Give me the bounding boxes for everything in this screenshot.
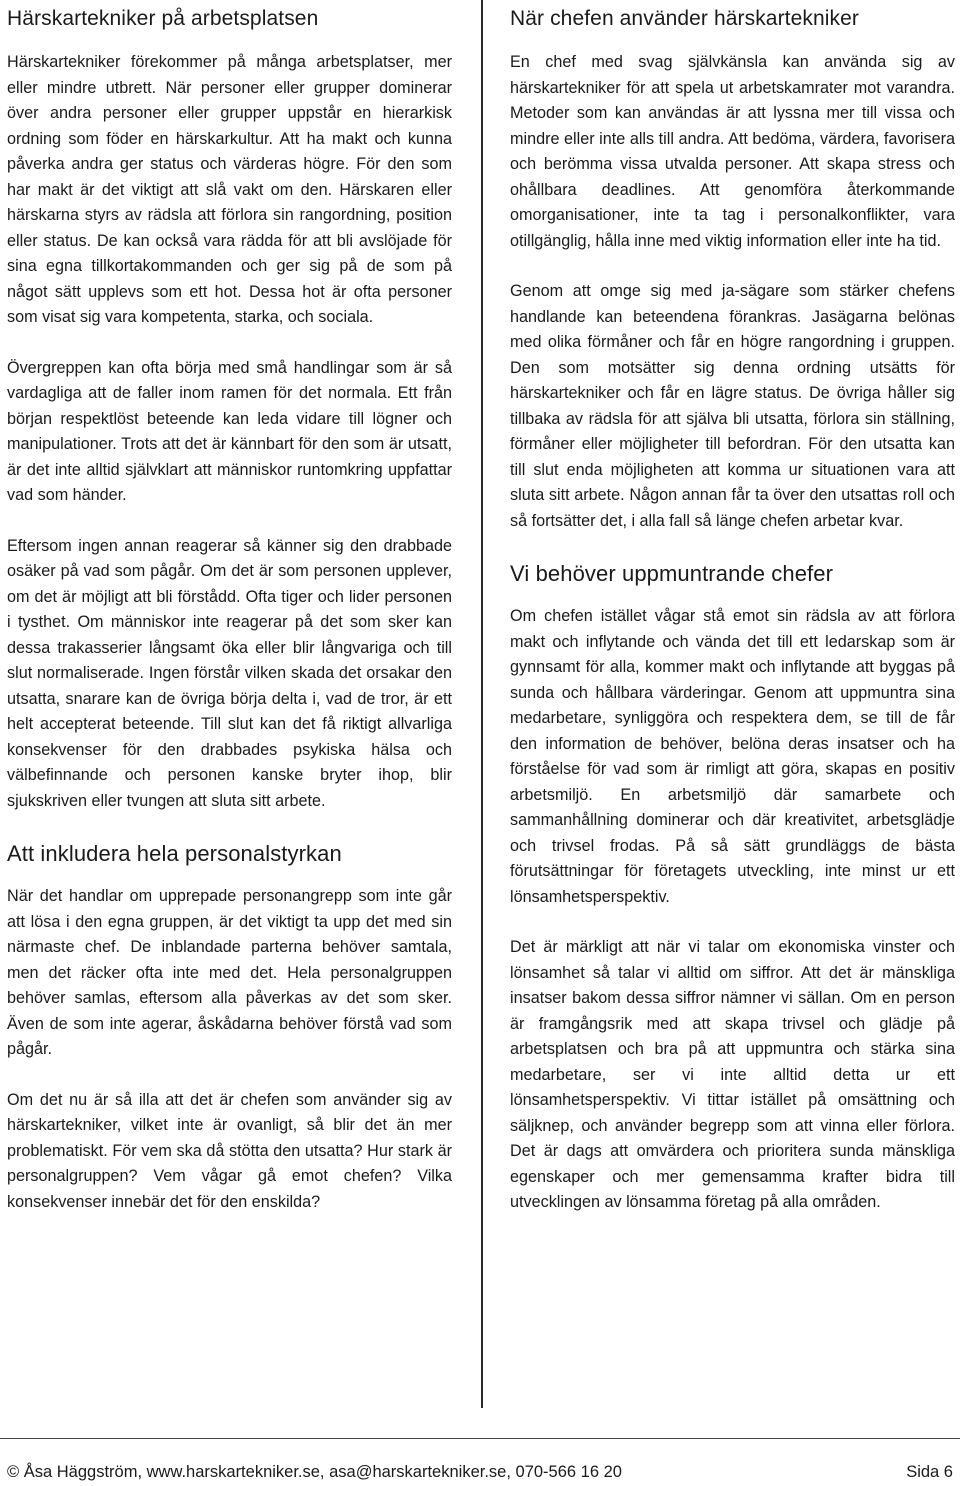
page-footer (7, 1461, 953, 1483)
footer-copyright: © Åsa Häggström, www.harskartekniker.se, asa@harskartekniker.se, 070-566 16 20 (7, 1463, 622, 1481)
left-column (7, 0, 452, 1240)
right-column (510, 0, 955, 1241)
section-heading-harskartekniker: Härskartekniker på arbetsplatsen (7, 7, 319, 30)
paragraph: Eftersom ingen annan reagerar så känner sig den drabbade osäker på vad som pågår. Om det är som personen upplever, om det är möjligt att bli förstådd. Ofta tiger och lider personen i tysthet. Om människor inte reagerar på det som sker kan dessa trakasserier långsamt öka eller blir långvariga och till slut normaliserade. Ingen förstår vilken skada det orsakar den utsatta, snarare kan de övriga börja delta i, vad de tror, är ett helt accepterat beteende. Till slut kan det få riktigt allvarliga konsekvenser för den drabbades psykiska hälsa och välbefinnande och personen kanske bryter ihop, blir sjukskriven eller tvungen att sluta sitt arbete. (7, 536, 452, 810)
paragraph: Övergreppen kan ofta börja med små handlingar som är så vardagliga att de faller inom ramen för det normala. Ett från början respektlöst beteende kan leda vidare till lögner och manipulationer. Trots att det är kännbart för den som är utsatt, är det inte alltid självklart att människor runtomkring uppfattar vad som händer. (7, 358, 452, 504)
section-heading-uppmuntrande: Vi behöver uppmuntrande chefer (510, 561, 834, 586)
paragraph: När det handlar om upprepade personangrepp som inte går att lösa i den egna gruppen, är det viktigt ta upp det med sin närmaste chef. De inblandade parterna behöver samtala, men det räcker ofta inte med det. Hela personalgruppen behöver samlas, eftersom alla påverkas av det som sker. Även de som inte agerar, åskådarna behöver förstå vad som pågår. (7, 887, 452, 1058)
paragraph: Härskartekniker förekommer på många arbetsplatser, mer eller mindre utbrett. När personer eller grupper dominerar över andra personer eller grupper uppstår en hierarkisk ordning som föder en härskarkultur. Att ha makt och kunna påverka andra ger status och värderas högre. För den som har makt är det viktigt att slå vakt om den. Härskaren eller härskarna styrs av rädsla att förlora sin rangordning, position eller status. De kan också vara rädda för att bli avslöjade för sina egna tillkortakommanden och ger sig på de som på något sätt upplevs som ett hot. Dessa hot är ofta personer som visat sig vara kompetenta, starka, och sociala. (7, 53, 452, 326)
page-number: Sida 6 (906, 1463, 953, 1481)
section-heading-chefen: När chefen använder härskartekniker (510, 7, 860, 30)
paragraph: Om chefen istället vågar stå emot sin rädsla av att förlora makt och inflytande och vända det till ett ledarskap som är gynnsamt för alla, kommer makt och inflytande att byggas på sunda och hållbara värderingar. Genom att uppmuntra sina medarbetare, synliggöra och respektera dem, se till de får den information de behöver, belöna deras insatser och ha förståelse för vad som är rimligt att göra, skapas en positiv arbetsmiljö. En arbetsmiljö där samarbete och sammanhållning dominerar och där kreativitet, arbetsglädje och trivsel frodas. På så sätt grundläggs de bästa förutsättningar för företagets utveckling, inte minst ur ett lönsamhetsperspektiv. (510, 607, 955, 906)
paragraph: Om det nu är så illa att det är chefen som använder sig av härskartekniker, vilket inte är ovanligt, så blir det än mer problematiskt. För vem ska då stötta den utsatta? Hur stark är personalgruppen? Vem vågar gå emot chefen? Vilka konsekvenser innebär det för den enskilda? (7, 1090, 452, 1211)
paragraph: Det är märkligt att när vi talar om ekonomiska vinster och lönsamhet så talar vi alltid om siffror. Att det är mänskliga insatser bakom dessa siffror nämner vi sällan. Om en person är framgångsrik med att skapa trivsel och glädje på arbetsplatsen och bra på att uppmuntra och stärka sina medarbetare, ser vi inte alltid detta ur ett lönsamhetsperspektiv. Vi tittar istället på omsättning och säljknep, och använder begrepp som att vinna eller förlora. Det är dags att omvärdera och prioritera sunda mänskliga egenskaper och mer gemensamma krafter bidra till utvecklingen av lönsamma företag på alla områden. (510, 938, 955, 1211)
paragraph: Genom att omge sig med ja-sägare som stärker chefens handlande kan beteendena förankras. Jasägarna belönas med olika förmåner och får en högre rangordning i gruppen. Den som motsätter sig denna ordning utsätts för härskartekniker och får en lägre status. De övriga håller sig tillbaka av rädsla för att själva bli utsatta, förlora sin ställning, förmåner eller möjligheter till befordran. För den utsatta kan till slut enda möjligheten att komma ur situationen vara att sluta sitt arbete. Någon annan får ta över den utsattas roll och så fortsätter det, i alla fall så länge chefen arbetar kvar. (510, 282, 955, 530)
footer-rule (0, 1438, 960, 1439)
column-divider (481, 0, 483, 1408)
section-heading-inkludera: Att inkludera hela personalstyrkan (7, 841, 342, 866)
paragraph: En chef med svag självkänsla kan använda sig av härskartekniker för att spela ut arbetskamrater mot varandra. Metoder som kan användas är att lyssna mer till vissa och mindre eller inte alls till andra. Att bedöma, värdera, favorisera och berömma vissa utvalda personer. Att skapa stress och ohållbara deadlines. Att genomföra återkommande omorganisationer, inte ta tag i personalkonflikter, vara otillgänglig, hålla inne med viktig information eller inte ha tid. (510, 53, 955, 250)
